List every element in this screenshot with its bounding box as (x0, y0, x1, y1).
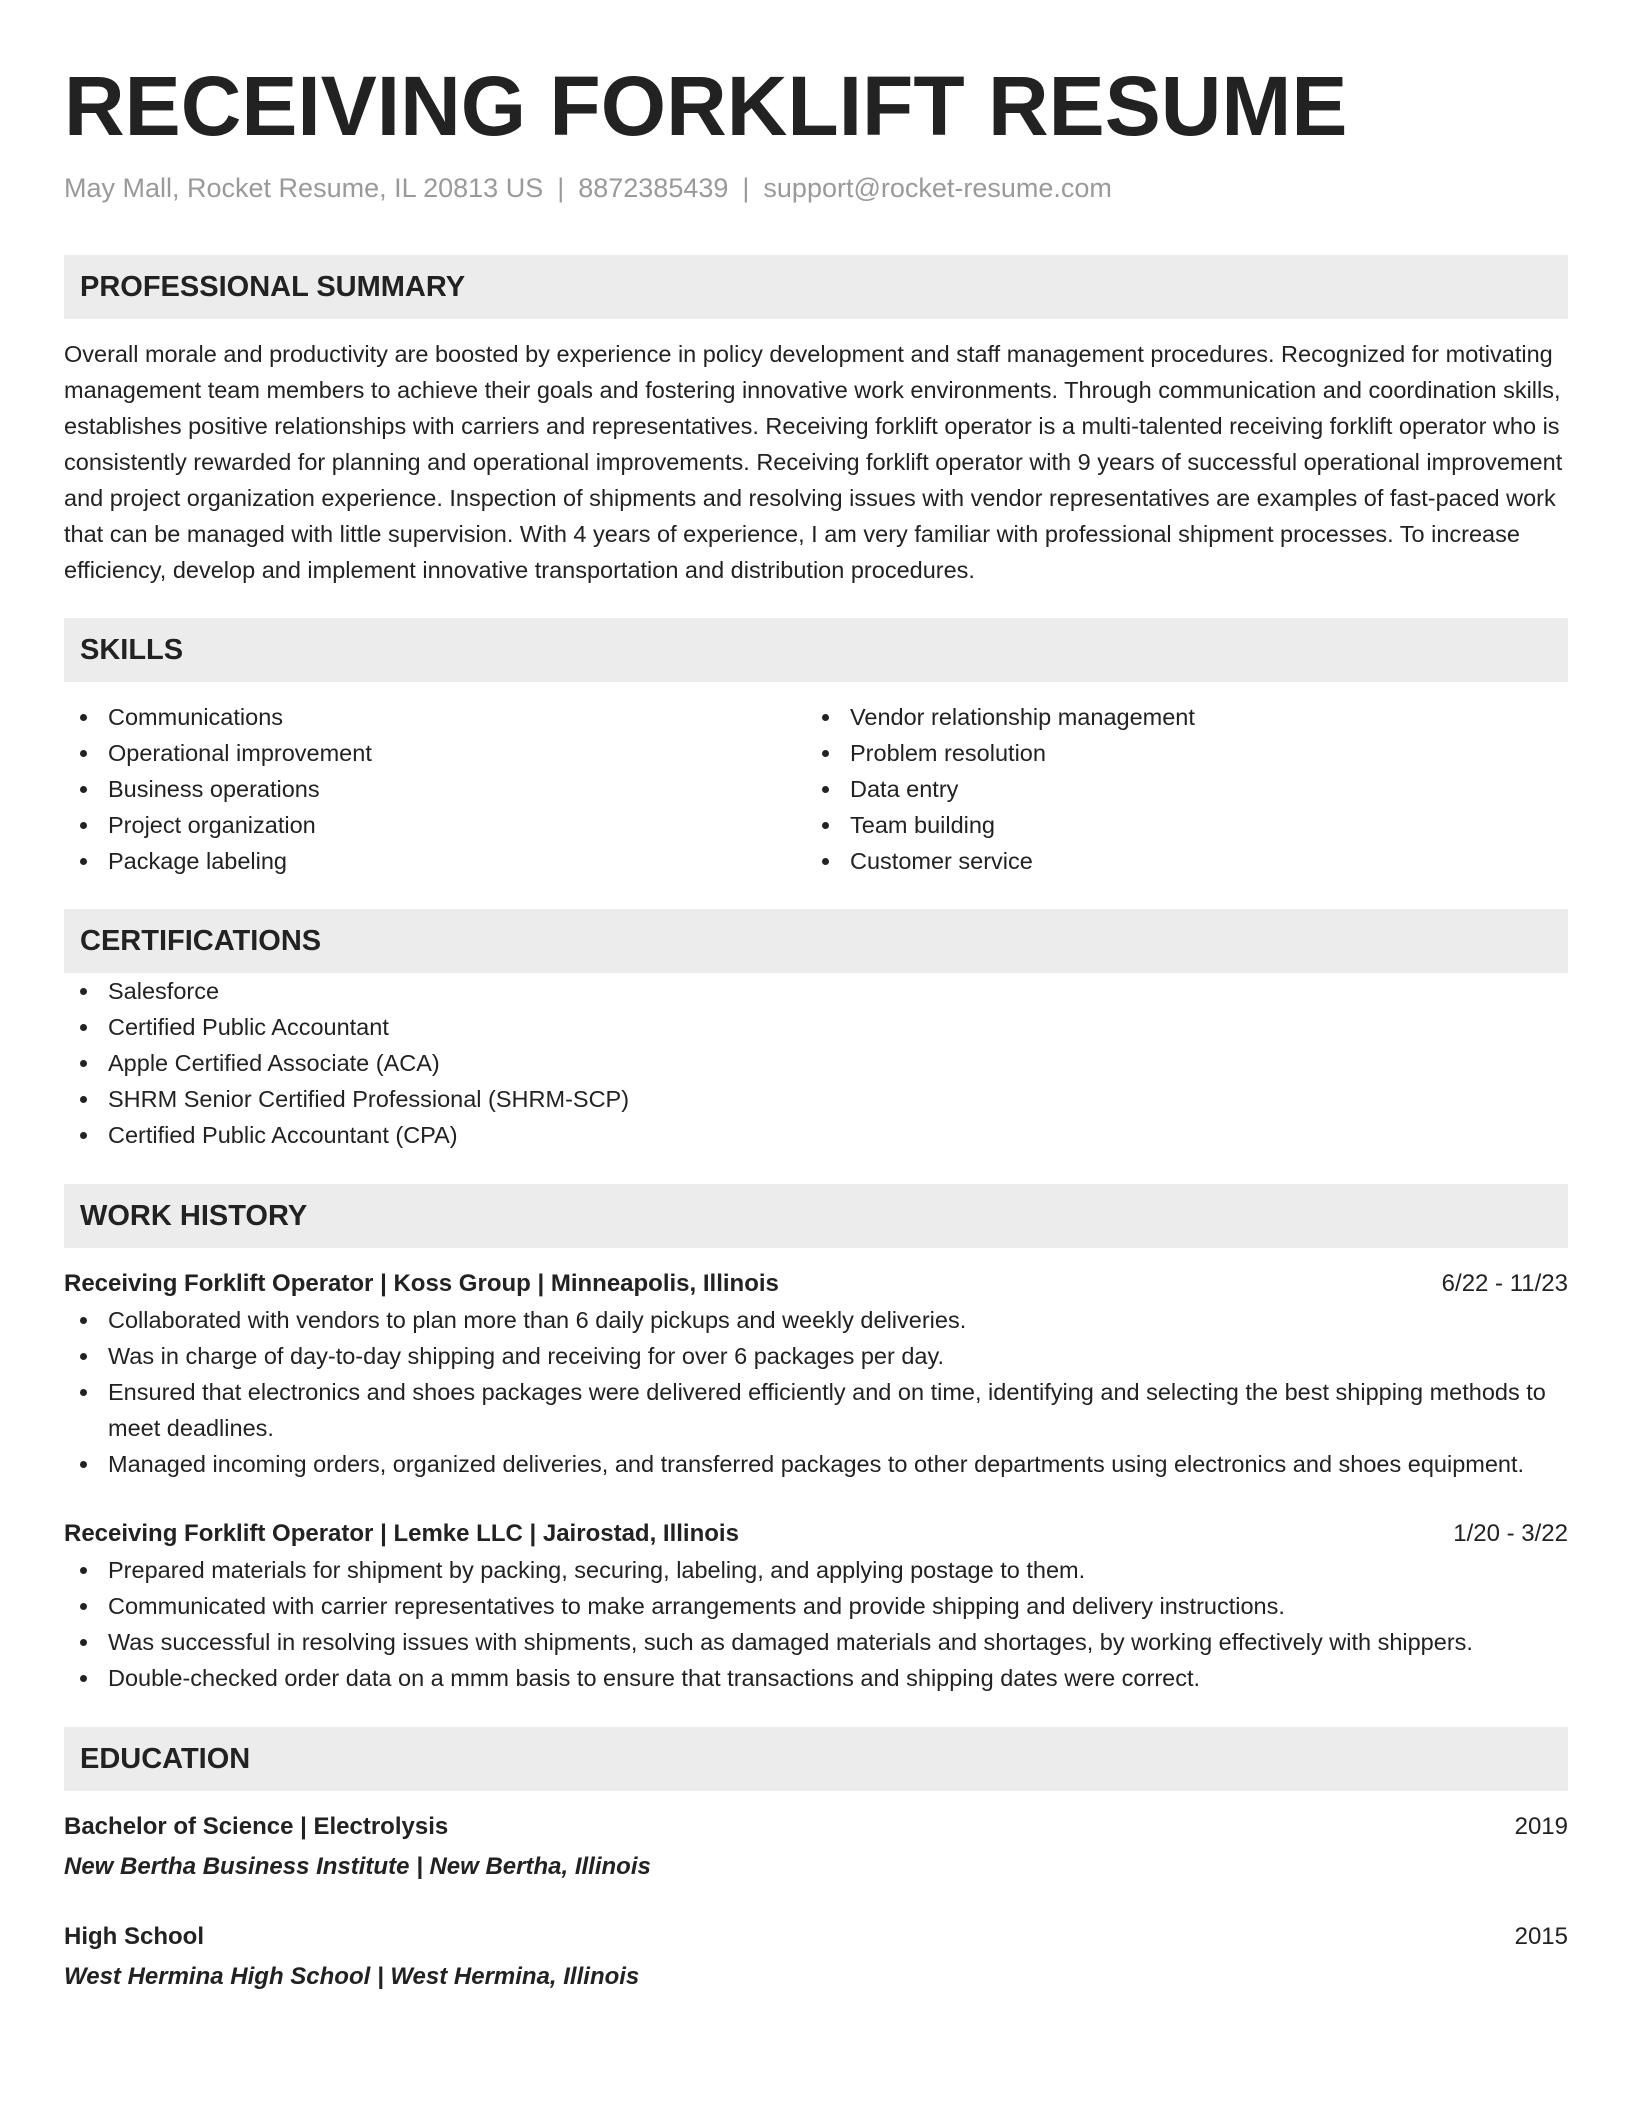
job-bullet: Managed incoming orders, organized deliveries, and transferred packages to other departments using electronics and shoes equipment. (64, 1446, 1568, 1482)
section-heading-certifications: CERTIFICATIONS (64, 909, 1568, 973)
certification-item: SHRM Senior Certified Professional (SHRM-SCP) (64, 1081, 1568, 1117)
job-bullet: Was successful in resolving issues with shipments, such as damaged materials and shortages, by working effectively with shippers. (64, 1624, 1568, 1660)
section-heading-skills: SKILLS (64, 618, 1568, 682)
job-dates: 6/22 - 11/23 (1441, 1270, 1568, 1297)
contact-separator: | (742, 173, 750, 203)
education-degree: Bachelor of Science | Electrolysis (64, 1813, 449, 1840)
certification-item: Certified Public Accountant (64, 1009, 1568, 1045)
skill-item: Data entry (806, 771, 1548, 807)
skill-item: Operational improvement (64, 735, 806, 771)
skill-item: Vendor relationship management (806, 699, 1548, 735)
skills-list-left (64, 699, 806, 879)
education-year: 2015 (1514, 1923, 1568, 1950)
certification-item: Salesforce (64, 973, 1568, 1009)
job-bullets (64, 1552, 1568, 1696)
job-bullet: Ensured that electronics and shoes packages were delivered efficiently and on time, identifying and selecting the best shipping methods to meet deadlines. (64, 1374, 1568, 1446)
job-bullet: Communicated with carrier representatives to make arrangements and provide shipping and delivery instructions. (64, 1588, 1568, 1624)
skill-item: Package labeling (64, 843, 806, 879)
resume-page (64, 56, 1568, 1995)
education-degree: High School (64, 1923, 204, 1950)
section-heading-work-history: WORK HISTORY (64, 1184, 1568, 1248)
contact-email[interactable]: support@rocket-resume.com (763, 173, 1112, 203)
skill-item: Problem resolution (806, 735, 1548, 771)
summary-text: Overall morale and productivity are boosted by experience in policy development and staff management procedures. Recognized for motivating management team members to achieve their goals and fostering innovative work environments. Through communication and coordination skills, establishes positive relationships with carriers and representatives. Receiving forklift operator is a multi-talented receiving forklift operator who is consistently rewarded for planning and operational improvements. Receiving forklift operator with 9 years of successful operational improvement and project organization experience. Inspection of shipments and resolving issues with vendor representatives are examples of fast-paced work that can be managed with little supervision. With 4 years of experience, I am very familiar with professional shipment processes. To increase efficiency, develop and implement innovative transportation and distribution procedures. (64, 341, 1563, 583)
skill-item: Project organization (64, 807, 806, 843)
education-header (64, 1919, 1568, 1955)
skill-item: Team building (806, 807, 1548, 843)
job-bullet: Prepared materials for shipment by packing, securing, labeling, and applying postage to them. (64, 1552, 1568, 1588)
certification-item: Apple Certified Associate (ACA) (64, 1045, 1568, 1081)
job-header (64, 1516, 1568, 1552)
job-title: Receiving Forklift Operator | Lemke LLC | Jairostad, Illinois (64, 1520, 739, 1547)
contact-address: May Mall, Rocket Resume, IL 20813 US (64, 173, 544, 203)
education-header (64, 1809, 1568, 1845)
skill-item: Business operations (64, 771, 806, 807)
education-school: West Hermina High School | West Hermina, Illinois (64, 1963, 640, 1990)
skills-columns (64, 699, 1568, 879)
job-bullet: Double-checked order data on a mmm basis to ensure that transactions and shipping dates were correct. (64, 1660, 1568, 1696)
job-header (64, 1266, 1568, 1302)
section-heading-education: EDUCATION (64, 1727, 1568, 1791)
section-heading-summary: PROFESSIONAL SUMMARY (64, 255, 1568, 319)
contact-separator: | (557, 173, 565, 203)
contact-line (64, 170, 1568, 206)
job-dates: 1/20 - 3/22 (1453, 1520, 1568, 1547)
education-year: 2019 (1514, 1813, 1568, 1840)
job-bullet: Was in charge of day-to-day shipping and receiving for over 6 packages per day. (64, 1338, 1568, 1374)
job-bullet: Collaborated with vendors to plan more than 6 daily pickups and weekly deliveries. (64, 1302, 1568, 1338)
contact-phone: 8872385439 (578, 173, 729, 203)
job-bullets (64, 1302, 1568, 1482)
resume-title: RECEIVING FORKLIFT RESUME (64, 59, 1348, 153)
certifications-list (64, 973, 1568, 1153)
skill-item: Communications (64, 699, 806, 735)
job-title: Receiving Forklift Operator | Koss Group | Minneapolis, Illinois (64, 1270, 779, 1297)
certification-item: Certified Public Accountant (CPA) (64, 1117, 1568, 1153)
education-school: New Bertha Business Institute | New Bertha, Illinois (64, 1853, 651, 1880)
skills-list-right (806, 699, 1548, 879)
skill-item: Customer service (806, 843, 1548, 879)
